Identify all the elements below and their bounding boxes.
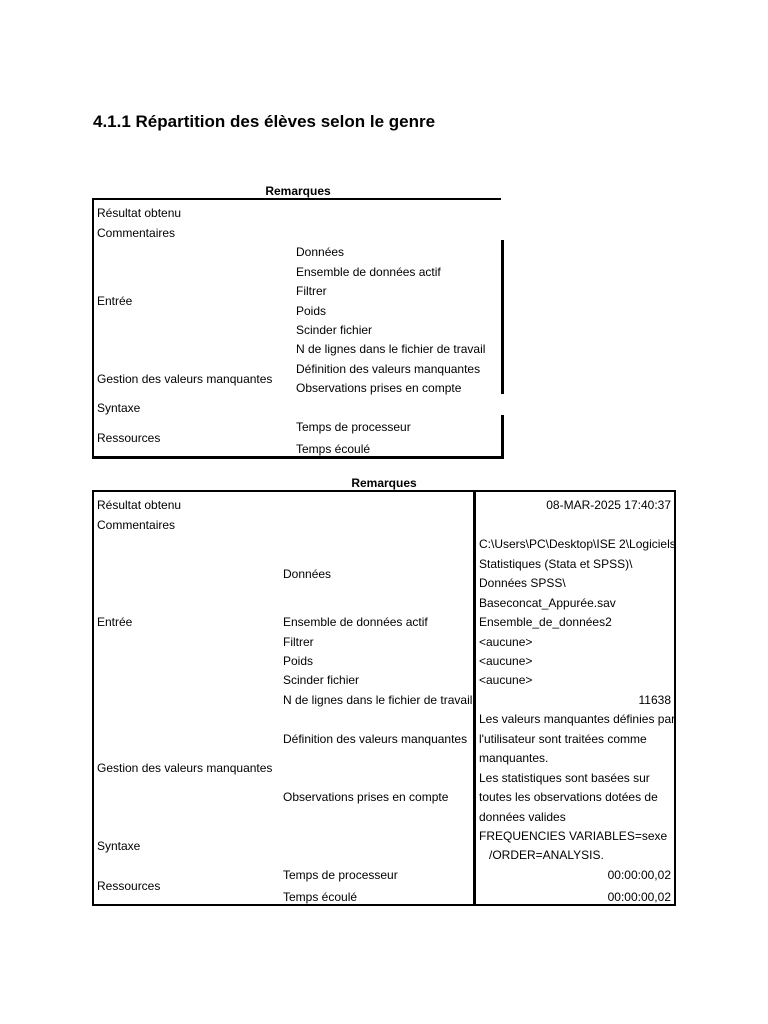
table2-value-definition-line1: Les valeurs manquantes définies par xyxy=(479,712,676,726)
table2-value-n-lignes: 11638 xyxy=(638,693,671,707)
table2-value-observations-line1: Les statistiques sont basées sur xyxy=(479,771,650,785)
table1-left-rule xyxy=(92,198,94,459)
table1-sub-donnees: Données xyxy=(296,245,345,259)
table1-sub-definition: Définition des valeurs manquantes xyxy=(296,362,481,376)
table2-value-temps-proc: 00:00:00,02 xyxy=(607,868,671,882)
table2-row-syntaxe: Syntaxe xyxy=(97,839,141,853)
table2-sub-ensemble: Ensemble de données actif xyxy=(283,615,428,629)
table1-row-ressources: Ressources xyxy=(97,431,161,445)
section-heading: 4.1.1 Répartition des élèves selon le genre xyxy=(93,112,436,131)
table2-value-ensemble: Ensemble_de_données2 xyxy=(479,615,612,629)
table1-bottom-rule xyxy=(92,456,504,459)
table2-value-syntaxe-line1: FREQUENCIES VARIABLES=sexe xyxy=(479,829,668,843)
table1-sub-observations: Observations prises en compte xyxy=(296,381,462,395)
table2-sub-definition: Définition des valeurs manquantes xyxy=(283,732,468,746)
table2-row-resultat: Résultat obtenu xyxy=(97,498,182,512)
table2-value-divider xyxy=(473,490,476,906)
table1-row-syntaxe: Syntaxe xyxy=(97,401,141,415)
table2-value-resultat: 08-MAR-2025 17:40:37 xyxy=(546,498,671,512)
table1-sub-filtrer: Filtrer xyxy=(296,284,327,298)
table1-sub-temps-ecoule: Temps écoulé xyxy=(296,442,371,456)
table2-row-commentaires: Commentaires xyxy=(97,518,176,532)
table2-value-donnees-line1: C:\Users\PC\Desktop\ISE 2\Logiciels xyxy=(479,537,676,551)
table1-row-commentaires: Commentaires xyxy=(97,226,176,240)
table1-right-rule-lower xyxy=(501,415,504,459)
table2-value-donnees-line3: Données SPSS\ xyxy=(479,576,566,590)
table1-sub-scinder: Scinder fichier xyxy=(296,323,373,337)
table2-row-entree: Entrée xyxy=(97,615,133,629)
table2-row-gestion: Gestion des valeurs manquantes xyxy=(97,761,273,775)
table2-value-donnees-line2: Statistiques (Stata et SPSS)\ xyxy=(479,557,633,571)
table2-sub-scinder: Scinder fichier xyxy=(283,673,360,687)
table1-right-rule-upper xyxy=(501,240,504,394)
table1-sub-temps-proc: Temps de processeur xyxy=(296,420,411,434)
table1-row-resultat: Résultat obtenu xyxy=(97,206,182,220)
table1-row-gestion: Gestion des valeurs manquantes xyxy=(97,372,273,386)
table2-caption: Remarques xyxy=(351,476,417,490)
table2-value-definition-line3: manquantes. xyxy=(479,751,549,765)
table1-sub-poids: Poids xyxy=(296,304,327,318)
table2-sub-donnees: Données xyxy=(283,567,332,581)
table1-caption: Remarques xyxy=(265,184,331,198)
table2-value-scinder: <aucune> xyxy=(479,673,533,687)
table2-value-syntaxe-line2: /ORDER=ANALYSIS. xyxy=(489,848,604,862)
table2-sub-temps-proc: Temps de processeur xyxy=(283,868,398,882)
table2-value-temps-ecoule: 00:00:00,02 xyxy=(607,890,671,904)
table2-value-filtrer: <aucune> xyxy=(479,635,533,649)
table2-sub-temps-ecoule: Temps écoulé xyxy=(283,890,358,904)
table2-value-donnees-line4: Baseconcat_Appurée.sav xyxy=(479,596,616,610)
table1-sub-n-lignes: N de lignes dans le fichier de travail xyxy=(296,342,486,356)
table2-value-definition-line2: l'utilisateur sont traitées comme xyxy=(479,732,647,746)
table1-top-rule xyxy=(92,198,501,200)
table2-sub-n-lignes: N de lignes dans le fichier de travail xyxy=(283,693,473,707)
table2-sub-observations: Observations prises en compte xyxy=(283,790,449,804)
table2-value-observations-line3: données valides xyxy=(479,810,566,824)
table2-row-ressources: Ressources xyxy=(97,879,161,893)
table2-sub-poids: Poids xyxy=(283,654,314,668)
table1-sub-ensemble: Ensemble de données actif xyxy=(296,265,441,279)
table1-row-entree: Entrée xyxy=(97,294,133,308)
table2-value-observations-line2: toutes les observations dotées de xyxy=(479,790,658,804)
table2-value-poids: <aucune> xyxy=(479,654,533,668)
table2-sub-filtrer: Filtrer xyxy=(283,635,314,649)
